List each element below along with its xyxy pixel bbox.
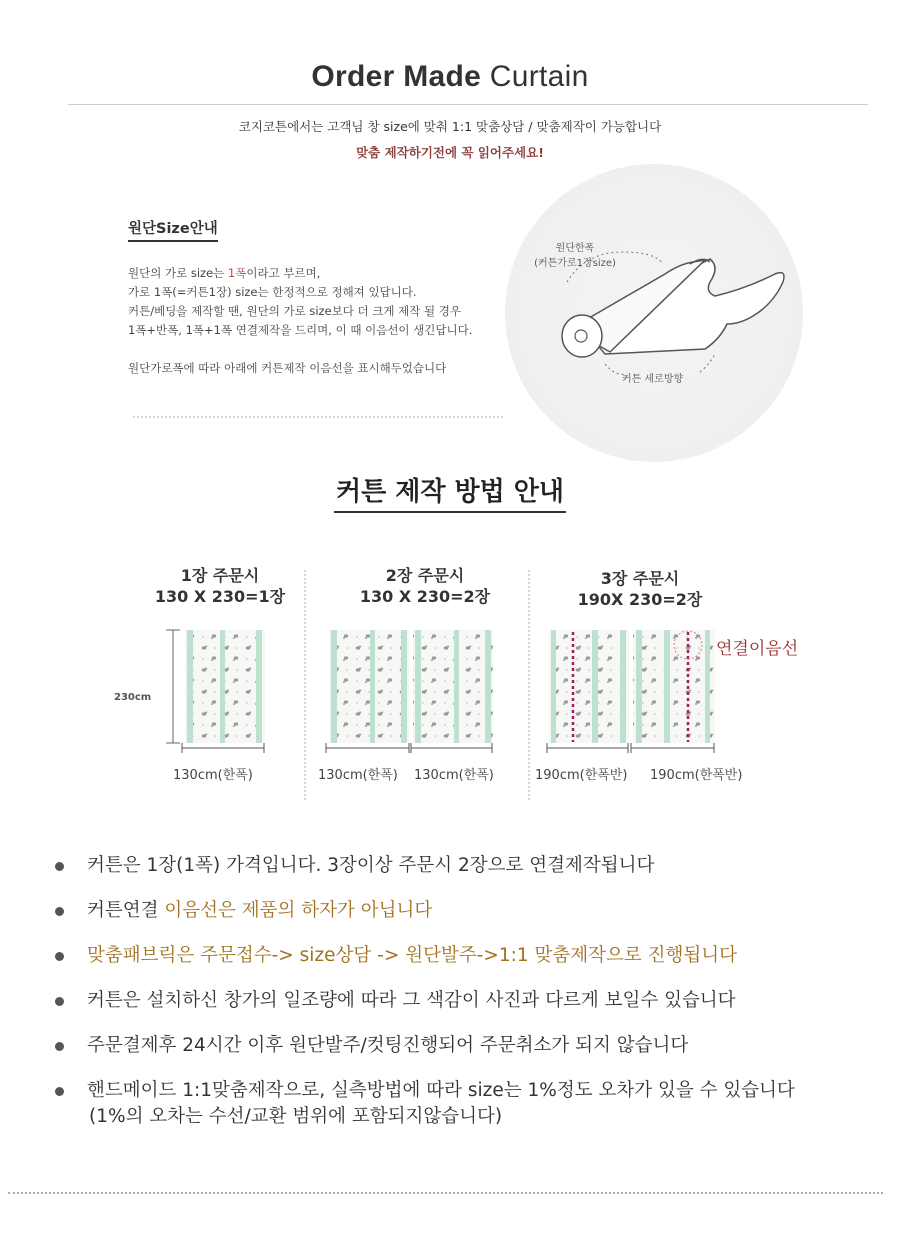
fabric-width-highlight: 1폭 [227,266,247,280]
height-label: 230cm [114,692,152,703]
seam-label: 연결이음선 [716,639,799,659]
fabric-size-description [128,264,508,378]
fabric-line-2: 가로 1폭(=커튼1장) size는 한정적으로 정해져 있답니다. [128,285,417,299]
curtain-panel-case-1 [185,630,265,743]
notice-item-6-sub: (1%의 오차는 수선/교환 범위에 포함되지않습니다) [89,1106,503,1127]
case-2-heading: 2장 주문시 130 X 230=2장 [359,566,491,606]
title-light: Curtain [489,60,589,93]
roll-width-label: 원단한폭 (커튼가로1장size) [534,243,616,269]
bullet-icon [55,1042,64,1051]
title-bold: Order Made [311,60,482,93]
notice-item-5: 주문결제후 24시간 이후 원단발주/컷팅진행되어 주문취소가 되지 않습니다 [55,1033,895,1059]
notice-item-2: 커튼연결 이음선은 제품의 하자가 아닙니다 [55,898,895,924]
case-3-width-1: 190cm(한폭반) [535,768,628,783]
case-3-heading: 3장 주문시 190X 230=2장 [577,569,703,609]
fabric-roll-illustration [505,164,803,462]
fabric-section-divider [133,416,503,418]
bullet-icon [55,862,64,871]
curtain-panel-case-2a [329,630,409,743]
case-3-width-2: 190cm(한폭반) [650,768,743,783]
notice-item-1: 커튼은 1장(1폭) 가격입니다. 3장이상 주문시 2장으로 연결제작됩니다 [55,853,895,879]
title-divider [68,104,868,105]
curtain-panel-case-2b [413,630,493,743]
notice-item-6: 핸드메이드 1:1맞춤제작으로, 실측방법에 따라 size는 1%정도 오차가 있을 수 있습니다 (1%의 오차는 수선/교환 범위에 포함되지않습니다) [55,1078,895,1130]
notice-list [55,853,895,1149]
page-title [0,60,900,94]
method-title: 커튼 제작 방법 안내 [0,471,900,513]
intro-warning: 맞춤 제작하기전에 꼭 읽어주세요! [356,145,544,160]
bullet-icon [55,952,64,961]
height-marker [166,630,180,743]
bullet-icon [55,997,64,1006]
bullet-icon [55,1087,64,1096]
width-markers [182,743,714,753]
case-1-width-1: 130cm(한폭) [173,768,253,783]
fabric-line-4: 1폭+반폭, 1폭+1폭 연결제작을 드리며, 이 때 이음선이 생긴답니다. [128,323,473,337]
fabric-line-5: 원단가로폭에 따라 아래에 커튼제작 이음선을 표시해두었습니다 [128,361,447,375]
bullet-icon [55,907,64,916]
case-1-heading: 1장 주문시 130 X 230=1장 [154,566,286,606]
bottom-divider [8,1192,883,1194]
curtain-panel-case-3a [549,630,629,743]
case-2-width-1: 130cm(한폭) [318,768,398,783]
fabric-line-3: 커튼/베딩을 제작할 땐, 원단의 가로 size보다 더 크게 제작 될 경우 [128,304,461,318]
notice-item-4: 커튼은 설치하신 창가의 일조량에 따라 그 색감이 사진과 다르게 보일수 있습니다 [55,988,895,1014]
fabric-size-heading: 원단Size안내 [128,217,218,242]
intro-text: 코지코튼에서는 고객님 창 size에 맞춰 1:1 맞춤상담 / 맞춤제작이 가능합니다 [238,119,662,134]
fabric-line-1: 원단의 가로 size는 1폭이라고 부르며, [128,266,321,280]
roll-length-label: 커튼 세로방향 [622,374,684,385]
case-2-width-2: 130cm(한폭) [414,768,494,783]
notice-item-3: 맞춤패브릭은 주문접수-> size상담 -> 원단발주->1:1 맞춤제작으로 진행됩니다 [55,943,895,969]
